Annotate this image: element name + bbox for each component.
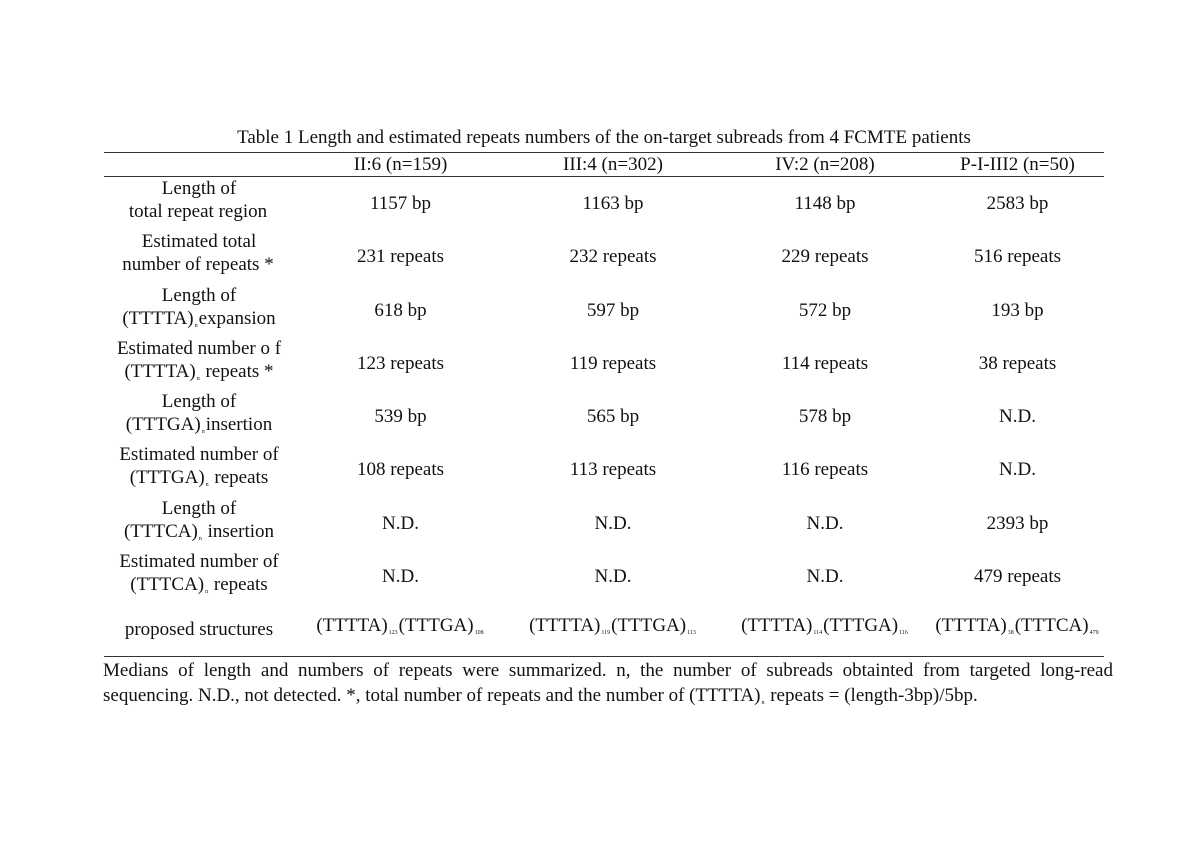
table-cell: 1163 bp — [582, 193, 644, 214]
table-row — [104, 284, 1104, 337]
row-label — [104, 284, 294, 337]
row-label-line2 — [130, 573, 267, 604]
motif-a-count: 38 — [1007, 630, 1014, 636]
motif-a: (TTTTA) — [935, 615, 1007, 636]
label-text: (TTTTA) — [122, 307, 194, 329]
label-subscript: n — [205, 588, 209, 595]
table-cell: 2393 bp — [986, 513, 1049, 534]
row-label-line2 — [124, 520, 274, 551]
table-cell: 113 repeats — [569, 459, 657, 480]
label-text-tail: insertion — [205, 413, 273, 435]
motif-b-count: 479 — [1089, 630, 1099, 636]
table-cell: 2583 bp — [986, 193, 1049, 214]
label-subscript: n — [201, 428, 205, 435]
label-subscript: n — [196, 375, 200, 382]
row-label-line2 — [129, 200, 269, 231]
header-cell-p-i-iii2: P-I-III2 (n=50) — [960, 154, 1075, 175]
table-cell: 123 repeats — [356, 353, 445, 374]
structure-cell — [931, 603, 1104, 656]
table-cell: N.D. — [999, 459, 1036, 480]
table-row — [104, 337, 1104, 390]
structure-cell — [294, 603, 507, 656]
label-text: (TTTGA) — [125, 413, 201, 435]
row-label-line1: Length of — [161, 284, 237, 306]
table-cell: 232 repeats — [569, 246, 657, 267]
motif-a-count: 114 — [813, 630, 823, 636]
table-cell: 114 repeats — [781, 353, 869, 374]
table-cell: 618 bp — [374, 300, 427, 321]
label-text-tail: repeats — [209, 466, 269, 488]
label-text: (TTTTA) — [124, 360, 196, 382]
table-cell: 565 bp — [586, 406, 640, 427]
structure-cell — [507, 603, 719, 656]
table-cell: 119 repeats — [569, 353, 657, 374]
row-label-line1: Estimated number of — [119, 550, 279, 572]
row-label-line2 — [122, 307, 275, 338]
motif-a-count: 119 — [601, 630, 611, 636]
row-label-line1: Estimated total — [141, 230, 257, 252]
row-label — [104, 550, 294, 603]
table-cell: 578 bp — [798, 406, 852, 427]
table-cell: 572 bp — [798, 300, 852, 321]
table-row — [104, 443, 1104, 496]
motif-b: (TTTCA) — [1014, 615, 1089, 636]
label-text: number of repeats * — [122, 253, 274, 275]
table-header-row — [104, 153, 1104, 176]
table-bottom-rule — [104, 656, 1104, 657]
label-subscript: n — [194, 322, 198, 329]
footnote-text-tail: repeats = (length-3bp)/5bp. — [765, 685, 978, 706]
label-text-tail: repeats — [209, 573, 268, 595]
table-cell: N.D. — [806, 513, 844, 534]
row-label-line1: Estimated number of — [119, 443, 279, 465]
label-text-tail: insertion — [202, 520, 275, 542]
table-caption: Table 1 Length and estimated repeats numbers of the on-target subreads from 4 FCMTE patients — [237, 127, 971, 148]
table-cell: N.D. — [806, 566, 844, 587]
row-label-line1: Length of — [161, 177, 237, 199]
label-subscript: n — [198, 535, 202, 542]
table-cell: 108 repeats — [356, 459, 445, 480]
table-cell: 1157 bp — [369, 193, 432, 214]
motif-b-count: 116 — [899, 630, 908, 636]
motif-a: (TTTTA) — [316, 615, 388, 636]
row-label-line2 — [122, 253, 275, 284]
table-cell: 231 repeats — [356, 246, 445, 267]
table-row — [104, 177, 1104, 230]
motif-a-count: 123 — [388, 630, 398, 636]
motif-b-count: 108 — [474, 630, 484, 636]
row-label-line2 — [126, 413, 272, 444]
motif-b: (TTTGA) — [611, 615, 687, 636]
table-cell: 597 bp — [586, 300, 640, 321]
row-label-line2 — [130, 466, 268, 497]
table-cell: N.D. — [999, 406, 1036, 427]
structure-cell — [719, 603, 931, 656]
footnote-subscript: n — [761, 700, 765, 706]
motif-b: (TTTGA) — [398, 615, 474, 636]
motif-a: (TTTTA) — [741, 615, 813, 636]
motif-b: (TTTGA) — [823, 615, 899, 636]
header-cell-iii4: III:4 (n=302) — [563, 154, 663, 175]
table-cell: 1148 bp — [794, 193, 856, 214]
motif-a: (TTTTA) — [529, 615, 601, 636]
table-row — [104, 497, 1104, 550]
row-label-line1: Estimated number o f — [116, 337, 282, 359]
table-cell: 38 repeats — [978, 353, 1057, 374]
structures-row — [104, 603, 1104, 656]
footnote-text: Medians of length and numbers of repeats were summarized. n, the number of subreads obtainted from targeted long-read sequencing. N.D., not detected. *, total number of repeats and the number of (TTTTA) — [103, 660, 1113, 706]
row-label-line1: Length of — [161, 390, 237, 412]
row-label — [104, 443, 294, 496]
table-cell: N.D. — [382, 566, 419, 587]
label-subscript: n — [205, 481, 209, 488]
table-cell: N.D. — [594, 566, 632, 587]
structures-label: proposed structures — [124, 619, 274, 640]
motif-b-count: 113 — [687, 630, 696, 636]
label-text-tail: repeats * — [200, 360, 274, 382]
row-label — [104, 390, 294, 443]
table-footnote — [103, 658, 1113, 716]
row-label — [104, 230, 294, 283]
table-cell: 229 repeats — [781, 246, 869, 267]
table-row — [104, 230, 1104, 283]
table-cell: 539 bp — [374, 406, 427, 427]
row-label — [104, 497, 294, 550]
table-row — [104, 550, 1104, 603]
table-cell: N.D. — [594, 513, 632, 534]
header-cell-iv2: IV:2 (n=208) — [775, 154, 875, 175]
table-cell: 516 repeats — [973, 246, 1062, 267]
row-label — [104, 177, 294, 230]
table-cell: 193 bp — [991, 300, 1044, 321]
table-cell: N.D. — [382, 513, 419, 534]
label-text: (TTTCA) — [123, 520, 198, 542]
header-cell-empty — [104, 153, 294, 176]
label-text: (TTTCA) — [130, 573, 205, 595]
label-text-tail: expansion — [198, 307, 276, 329]
row-label — [104, 337, 294, 390]
row-label-line2 — [124, 360, 273, 391]
table-cell: 116 repeats — [781, 459, 869, 480]
header-cell-ii6: II:6 (n=159) — [353, 154, 448, 175]
label-text: total repeat region — [128, 200, 268, 222]
row-label-line1: Length of — [161, 497, 237, 519]
table-cell: 479 repeats — [973, 566, 1062, 587]
label-text: (TTTGA) — [129, 466, 205, 488]
table-row — [104, 390, 1104, 443]
